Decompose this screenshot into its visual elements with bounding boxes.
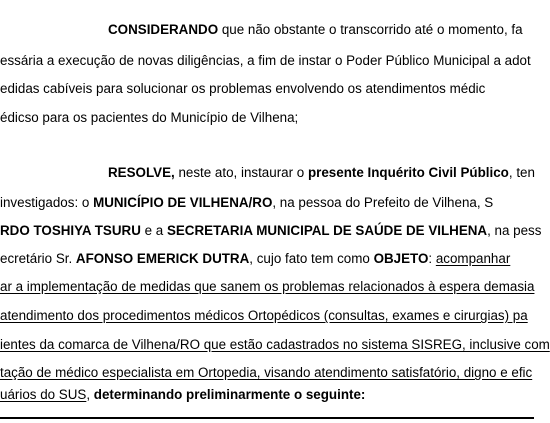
resolve-line-3: RDO TOSHIYA TSURU e a SECRETARIA MUNICIPAL DE SAÚDE DE VILHENA, na pess — [0, 223, 542, 238]
objeto-line-1: ar a implementação de medidas que sanem os problemas relacionados à espera demasia — [0, 279, 535, 294]
considerando-line-3: edidas cabíveis para solucionar os problemas envolvendo os atendimentos médic — [0, 81, 486, 96]
inquerito-title: presente Inquérito Civil Público — [307, 165, 509, 180]
objeto-line-2: atendimento dos procedimentos médicos Ortopédicos (consultas, exames e cirurgias) pa — [0, 308, 528, 323]
determinando-text: determinando preliminarmente o seguinte: — [93, 387, 366, 402]
sus-users-text: uários do SUS — [0, 387, 87, 402]
municipio-name: MUNICÍPIO DE VILHENA/RO — [93, 195, 273, 210]
considerando-heading: CONSIDERANDO — [108, 22, 219, 37]
resolve-line-4: ecretário Sr. AFONSO EMERICK DUTRA, cujo fato tem como OBJETO: acompanhar — [0, 251, 511, 266]
considerando-text: que não obstante o transcorrido até o momento, fa — [218, 22, 523, 37]
objeto-label: OBJETO — [373, 251, 429, 266]
secretario-name: AFONSO EMERICK DUTRA — [75, 251, 250, 266]
considerando-line-4: édicso para os pacientes do Município de Vilhena; — [0, 110, 299, 125]
resolve-heading: RESOLVE, — [108, 165, 175, 180]
bottom-border — [0, 417, 534, 419]
resolve-line-2: investigados: o MUNICÍPIO DE VILHENA/RO, na pessoa do Prefeito de Vilhena, S — [0, 195, 494, 210]
objeto-line-4: tação de médico especialista em Ortopedia, visando atendimento satisfatório, digno e efic — [0, 365, 533, 380]
secretaria-name: SECRETARIA MUNICIPAL DE SAÚDE DE VILHENA — [166, 223, 488, 238]
objeto-text-start: acompanhar — [435, 251, 511, 266]
resolve-line-1: RESOLVE, neste ato, instaurar o presente Inquérito Civil Público, ten — [108, 165, 535, 180]
resolve-line-final: uários do SUS, determinando preliminarmente o seguinte: — [0, 387, 366, 402]
prefeito-name: RDO TOSHIYA TSURU — [0, 223, 141, 238]
considerando-line-2: essária a execução de novas diligências, a fim de instar o Poder Público Municipal a adot — [0, 53, 531, 68]
objeto-line-3: ientes da comarca de Vilhena/RO que estão cadastrados no sistema SISREG, inclusive com — [0, 337, 550, 352]
considerando-line-1 — [108, 21, 523, 39]
